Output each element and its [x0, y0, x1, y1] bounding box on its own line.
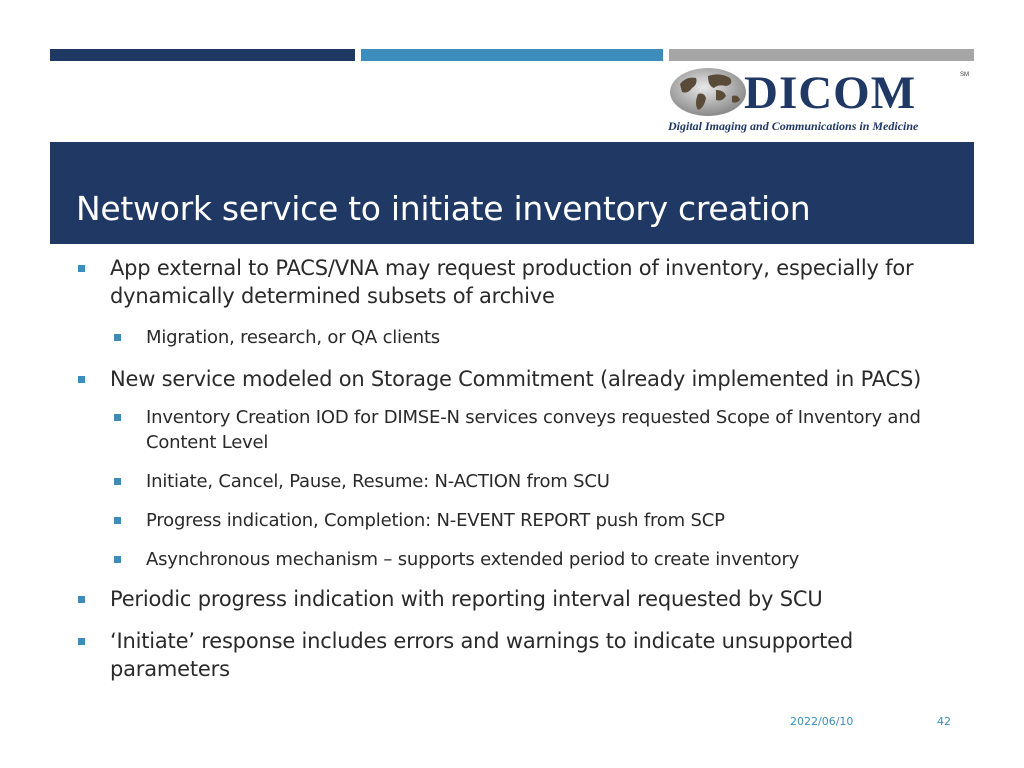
bullet-item: [76, 365, 956, 393]
sub-bullet-text: Progress indication, Completion: N-EVENT REPORT push from SCP: [146, 510, 725, 531]
sub-bullet-text: Initiate, Cancel, Pause, Resume: N-ACTION from SCU: [146, 471, 610, 492]
slide-title: Network service to initiate inventory creation: [76, 189, 811, 228]
page-number: 42: [937, 715, 951, 728]
square-bullet-icon: [78, 265, 85, 272]
logo-tagline: Digital Imaging and Communications in Medicine: [668, 119, 919, 133]
bullet-item: [76, 585, 956, 613]
square-bullet-icon: [114, 334, 121, 341]
logo-service-mark: SM: [960, 72, 969, 78]
bullet-text: App external to PACS/VNA may request production of inventory, especially for dynamically determined subsets of archive: [110, 256, 914, 308]
bullet-text: New service modeled on Storage Commitment (already implemented in PACS): [110, 367, 922, 391]
title-band: [50, 142, 974, 244]
square-bullet-icon: [114, 556, 121, 563]
sub-bullet-text: Inventory Creation IOD for DIMSE-N services conveys requested Scope of Inventory and Content Level: [146, 407, 921, 453]
bullet-item: [76, 627, 956, 683]
sub-bullet-item: [76, 405, 956, 455]
sub-bullet-item: [76, 508, 956, 533]
header-bar-blue: [361, 49, 663, 61]
sub-bullet-item: [76, 325, 956, 350]
square-bullet-icon: [78, 376, 85, 383]
square-bullet-icon: [114, 414, 121, 421]
globe-icon: [668, 64, 748, 120]
square-bullet-icon: [78, 638, 85, 645]
square-bullet-icon: [78, 596, 85, 603]
square-bullet-icon: [114, 478, 121, 485]
logo-wordmark: DICOM: [744, 67, 917, 119]
sub-bullet-text: Migration, research, or QA clients: [146, 327, 440, 348]
sub-bullet-item: [76, 547, 956, 572]
bullet-text: ‘Initiate’ response includes errors and warnings to indicate unsupported parameters: [110, 629, 853, 681]
bullet-item: [76, 254, 956, 310]
square-bullet-icon: [114, 517, 121, 524]
bullet-text: Periodic progress indication with reporting interval requested by SCU: [110, 587, 823, 611]
header-bar-gray: [669, 49, 974, 61]
dicom-logo: [668, 64, 976, 138]
header-bar-navy: [50, 49, 355, 61]
sub-bullet-text: Asynchronous mechanism – supports extended period to create inventory: [146, 549, 800, 570]
sub-bullet-item: [76, 469, 956, 494]
footer-date: 2022/06/10: [790, 715, 854, 728]
bullet-list: [76, 254, 956, 683]
